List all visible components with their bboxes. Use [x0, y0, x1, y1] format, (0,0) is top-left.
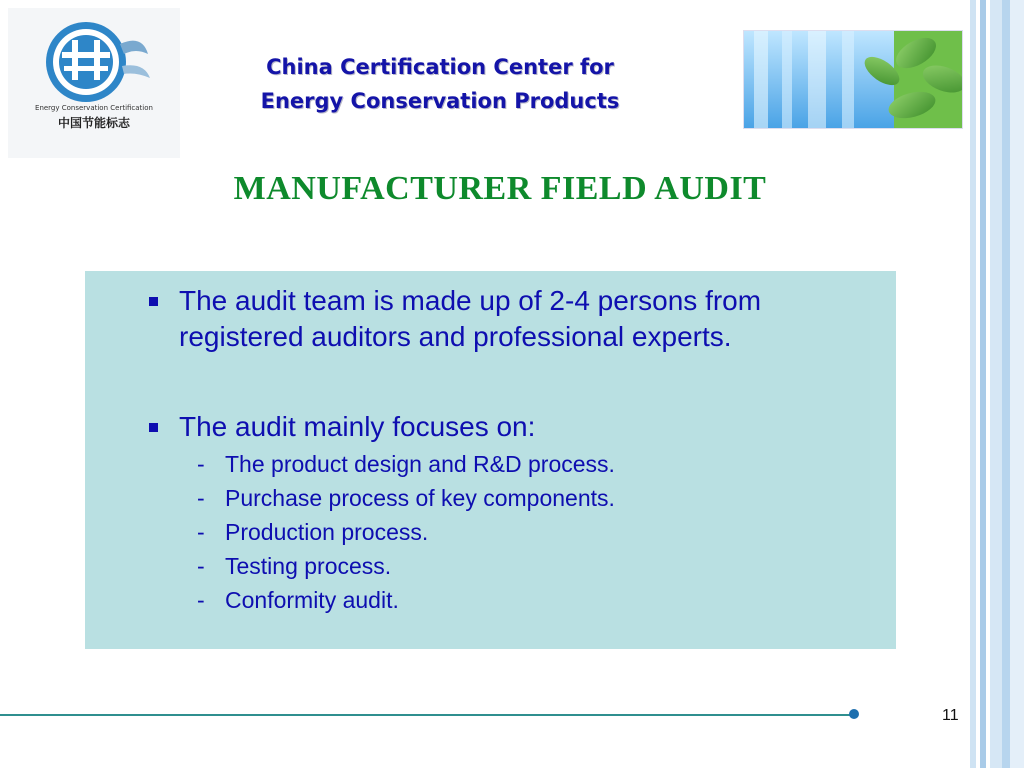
- nature-image-icon: [744, 31, 962, 128]
- sub-list-text: Production process.: [225, 519, 429, 545]
- logo-chinese-caption: 中国节能标志: [57, 116, 130, 130]
- dash-marker: -: [197, 587, 205, 613]
- bullet-text: The audit team is made up of 2-4 persons from registered auditors and professional experts.: [179, 285, 762, 352]
- footer-dot-icon: [849, 709, 859, 719]
- square-bullet-icon: [149, 423, 158, 432]
- organization-title: [195, 50, 685, 118]
- slide-title: MANUFACTURER FIELD AUDIT: [233, 170, 767, 207]
- organization-title-line1: China Certification Center for: [266, 55, 614, 79]
- logo-english-caption: Energy Conservation Certification: [35, 104, 153, 112]
- dash-marker: -: [197, 519, 205, 545]
- organization-title-line2: Energy Conservation Products: [260, 89, 620, 113]
- waterfall-leaves-photo: [743, 30, 963, 129]
- dash-marker: -: [197, 485, 205, 511]
- energy-conservation-logo-icon: [24, 14, 164, 106]
- dash-marker: -: [197, 553, 205, 579]
- square-bullet-icon: [149, 297, 158, 306]
- page-number: 11: [942, 707, 959, 724]
- content-panel: [85, 271, 896, 649]
- certification-logo: [8, 8, 180, 158]
- dash-marker: -: [197, 451, 205, 477]
- decorative-side-stripes: [962, 0, 1024, 768]
- sub-list-text: The product design and R&D process.: [225, 451, 615, 477]
- sub-list-text: Conformity audit.: [225, 587, 399, 613]
- sub-list-text: Purchase process of key components.: [225, 485, 615, 511]
- sub-list-text: Testing process.: [225, 553, 392, 579]
- bullet-text: The audit mainly focuses on:: [179, 411, 536, 442]
- footer-divider: [0, 714, 852, 716]
